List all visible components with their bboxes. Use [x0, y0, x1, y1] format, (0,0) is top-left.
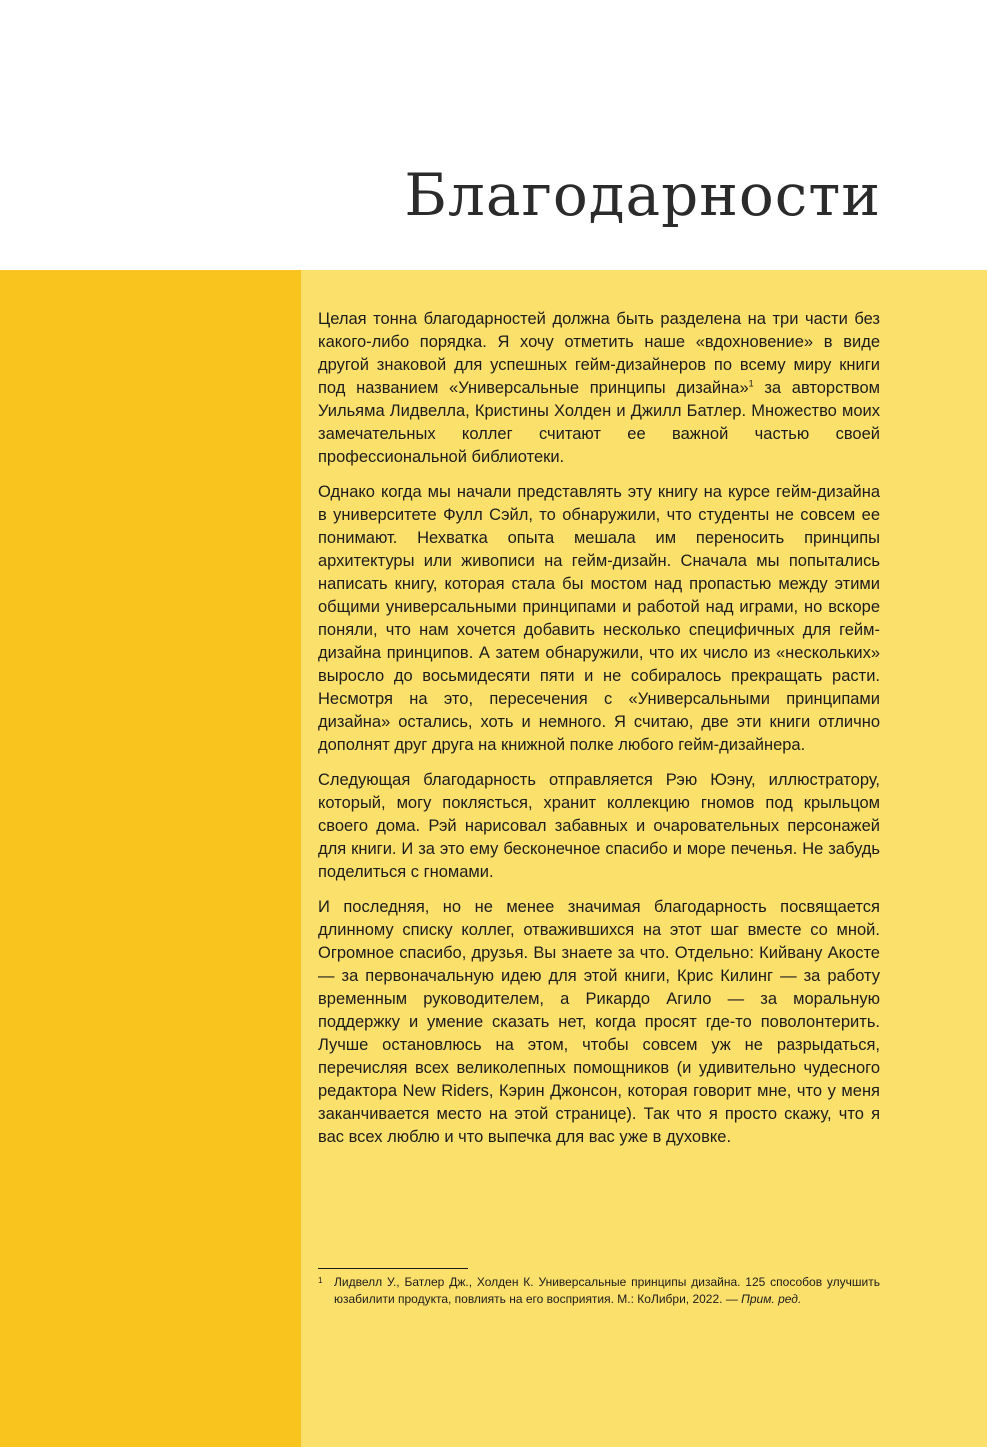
- footnote-number: 1: [318, 1276, 323, 1285]
- paragraph-2: Однако когда мы начали представлять эту книгу на курсе гейм-дизайна в университете Фулл Сэйл, то обнаружили, что студенты не совсем ее понимают. Нехватка опыта мешала им переносить принципы архитектуры или живописи на гейм-дизайн. Сначала мы попытались написать книгу, которая стала бы мостом над пропастью между этими общими универсальными принципами и работой над играми, но вскоре поняли, что нам хочется добавить несколько специфичных для гейм-дизайна принципов. А затем обнаружили, что их число из «нескольких» выросло до восьмидесяти пяти и не собиралось прекращать расти. Несмотря на это, пересечения с «Универсальными принципами дизайна» остались, хоть и немного. Я считаю, две эти книги отлично дополнят друг друга на книжной полке любого гейм-дизайнера.: [318, 483, 880, 754]
- paragraph-1-text-start: Целая тонна благодарностей должна быть разделена на три части без какого-либо порядка. Я хочу отметить наше «вдохновение» в виде другой знаковой для успешных гейм-дизайнеров по всему миру книги под названием «Универсальные принципы дизайна»: [318, 310, 880, 397]
- paragraph-1: [318, 308, 880, 469]
- paragraph-3: Следующая благодарность отправляется Рэю Юэну, иллюстратору, который, могу поклясться, хранит коллекцию гномов под крыльцом своего дома. Рэй нарисовал забавных и очаровательных персонажей для книги. И за это ему бесконечное спасибо и море печенья. Не забудь поделиться с гномами.: [318, 771, 880, 881]
- footnote-text: [334, 1274, 880, 1308]
- paragraph-1-text-end: за авторством Уильяма Лидвелла, Кристины Холден и Джилл Батлер. Множество моих замечательных коллег считают ее важной частью своей профессиональной библиотеки.: [318, 379, 881, 466]
- footnote-editor-note: Прим. ред.: [741, 1292, 802, 1306]
- page-title: Благодарности: [404, 161, 881, 229]
- footnote-reference[interactable]: 1: [748, 378, 754, 389]
- body-text: [318, 308, 880, 1161]
- footnote-divider: [318, 1268, 468, 1269]
- left-color-band: [0, 270, 301, 1447]
- footnote-citation: Лидвелл У., Батлер Дж., Холден К. Универсальные принципы дизайна. 125 способов улучшить юзабилити продукта, повлиять на его восприятия. М.: КоЛибри, 2022. —: [334, 1275, 880, 1306]
- paragraph-4: И последняя, но не менее значимая благодарность посвящается длинному списку коллег, отважившихся на этот шаг вместе со мной. Огромное спасибо, друзья. Вы знаете за что. Отдельно: Кийвану Акосте — за первоначальную идею для этой книги, Крис Килинг — за работу временным руководителем, а Рикардо Агило — за моральную поддержку и умение сказать нет, когда просят где-то поволонтерить. Лучше остановлюсь на этом, чтобы совсем уж не разрыдаться, перечисляя всех великолепных помощников (и удивительно чудесного редактора New Riders, Кэрин Джонсон, которая говорит мне, что у меня заканчивается место на этой странице). Так что я просто скажу, что я вас всех люблю и что выпечка для вас уже в духовке.: [318, 898, 880, 1146]
- footnote: [318, 1274, 880, 1308]
